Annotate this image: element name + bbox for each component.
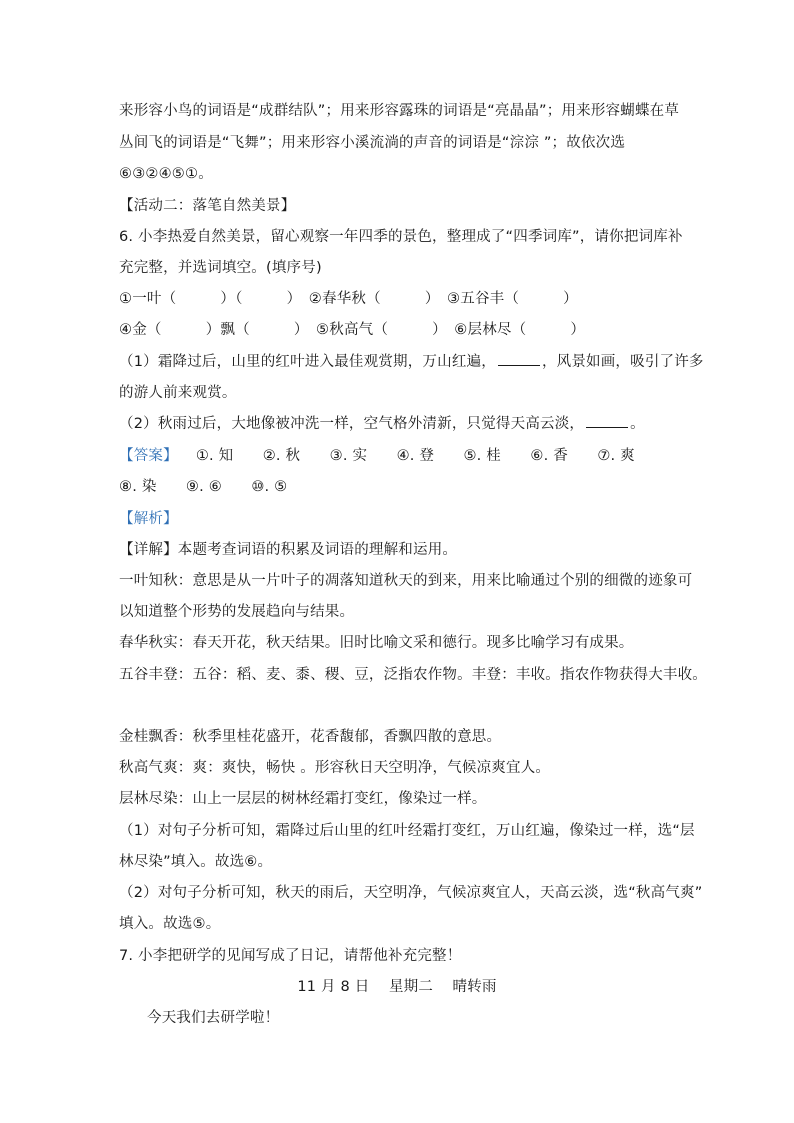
analysis-line-2: 丛间飞的词语是“飞舞”；用来形容小溪流淌的声音的词语是“淙淙 ”；故依次选 bbox=[119, 135, 626, 151]
explain-yiye-1: 一叶知秋：意思是从一片叶子的凋落知道秋天的到来，用来比喻通过个别的细微的迹象可 bbox=[119, 573, 693, 589]
explain-q1-line-2: 林尽染”填入。故选⑥。 bbox=[119, 854, 273, 870]
analysis-line-1: 来形容小鸟的词语是“成群结队”；用来形容露珠的词语是“亮晶晶”；用来形容蝴蝶在草 bbox=[119, 103, 680, 119]
diary-date-header: 11 月 8 日 星期二 晴转雨 bbox=[297, 979, 497, 995]
answer-row-2: ⑧. 染 ⑨. ⑥ ⑩. ⑤ bbox=[119, 479, 288, 495]
sentence-1-text: （1）霜降过后，山里的红叶进入最佳观赏期，万山红遍， bbox=[119, 354, 496, 370]
activity-two-heading: 【活动二：落笔自然美景】 bbox=[119, 198, 296, 214]
question-6-sentence-2 bbox=[119, 414, 679, 434]
question-6-stem-2: 充完整，并选词填空。(填序号) bbox=[119, 260, 322, 276]
explain-wugu: 五谷丰登：五谷：稻、麦、黍、稷、豆，泛指农作物。丰登：丰收。指农作物获得大丰收。 bbox=[119, 667, 707, 683]
analysis-label: 【解析】 bbox=[119, 511, 178, 527]
sentence-1-text-cont: ，风景如画，吸引了许多 bbox=[541, 354, 704, 370]
fill-blank-1[interactable] bbox=[498, 353, 540, 366]
question-6-stem-1: 6. 小李热爱自然美景，留心观察一年四季的景色，整理成了“四季词库”，请你把词库补 bbox=[119, 229, 683, 245]
word-bank-row-2: ④金（ ）飘（ ） ⑤秋高气（ ） ⑥层林尽（ ） bbox=[119, 322, 586, 338]
fill-blank-2[interactable] bbox=[586, 415, 628, 428]
explain-jingui: 金桂飘香：秋季里桂花盛开，花香馥郁，香飘四散的意思。 bbox=[119, 729, 502, 745]
question-7-stem: 7. 小李把研学的见闻写成了日记，请帮他补充完整！ bbox=[119, 948, 462, 964]
explain-qiugao: 秋高气爽：爽：爽快，畅快 。形容秋日天空明净，气候凉爽宜人。 bbox=[119, 760, 551, 776]
question-6-sentence-1b: 的游人前来观赏。 bbox=[119, 385, 237, 401]
explain-yiye-2: 以知道整个形势的发展趋向与结果。 bbox=[119, 604, 355, 620]
detail-intro: 【详解】本题考查词语的积累及词语的理解和运用。 bbox=[119, 542, 458, 558]
answer-label: 【答案】 bbox=[119, 448, 178, 464]
sentence-2-end: 。 bbox=[630, 416, 645, 432]
word-bank-row-1: ①一叶（ ）（ ） ②春华秋（ ） ③五谷丰（ ） bbox=[119, 291, 578, 307]
question-6-sentence-1a bbox=[119, 352, 704, 372]
answer-values-1: ①. 知 ②. 秋 ③. 实 ④. 登 ⑤. 桂 ⑥. 香 ⑦. 爽 bbox=[195, 448, 635, 464]
answer-row-1 bbox=[119, 446, 679, 466]
explain-q1-line-1: （1）对句子分析可知，霜降过后山里的红叶经霜打变红，万山红遍，像染过一样，选“层 bbox=[119, 823, 695, 839]
sentence-2-text: （2）秋雨过后，大地像被冲洗一样，空气格外清新，只觉得天高云淡， bbox=[119, 416, 585, 432]
explain-q2-line-2: 填入。故选⑤。 bbox=[119, 916, 221, 932]
explain-q2-line-1: （2）对句子分析可知，秋天的雨后，天空明净，气候凉爽宜人，天高云淡，选“秋高气爽” bbox=[119, 885, 703, 901]
analysis-line-3: ⑥③②④⑤①。 bbox=[119, 166, 213, 182]
explain-chunhua: 春华秋实：春天开花，秋天结果。旧时比喻文采和德行。现多比喻学习有成果。 bbox=[119, 635, 634, 651]
diary-first-line: 今天我们去研学啦！ bbox=[147, 1010, 280, 1026]
explain-cenglin: 层林尽染：山上一层层的树林经霜打变红，像染过一样。 bbox=[119, 791, 487, 807]
